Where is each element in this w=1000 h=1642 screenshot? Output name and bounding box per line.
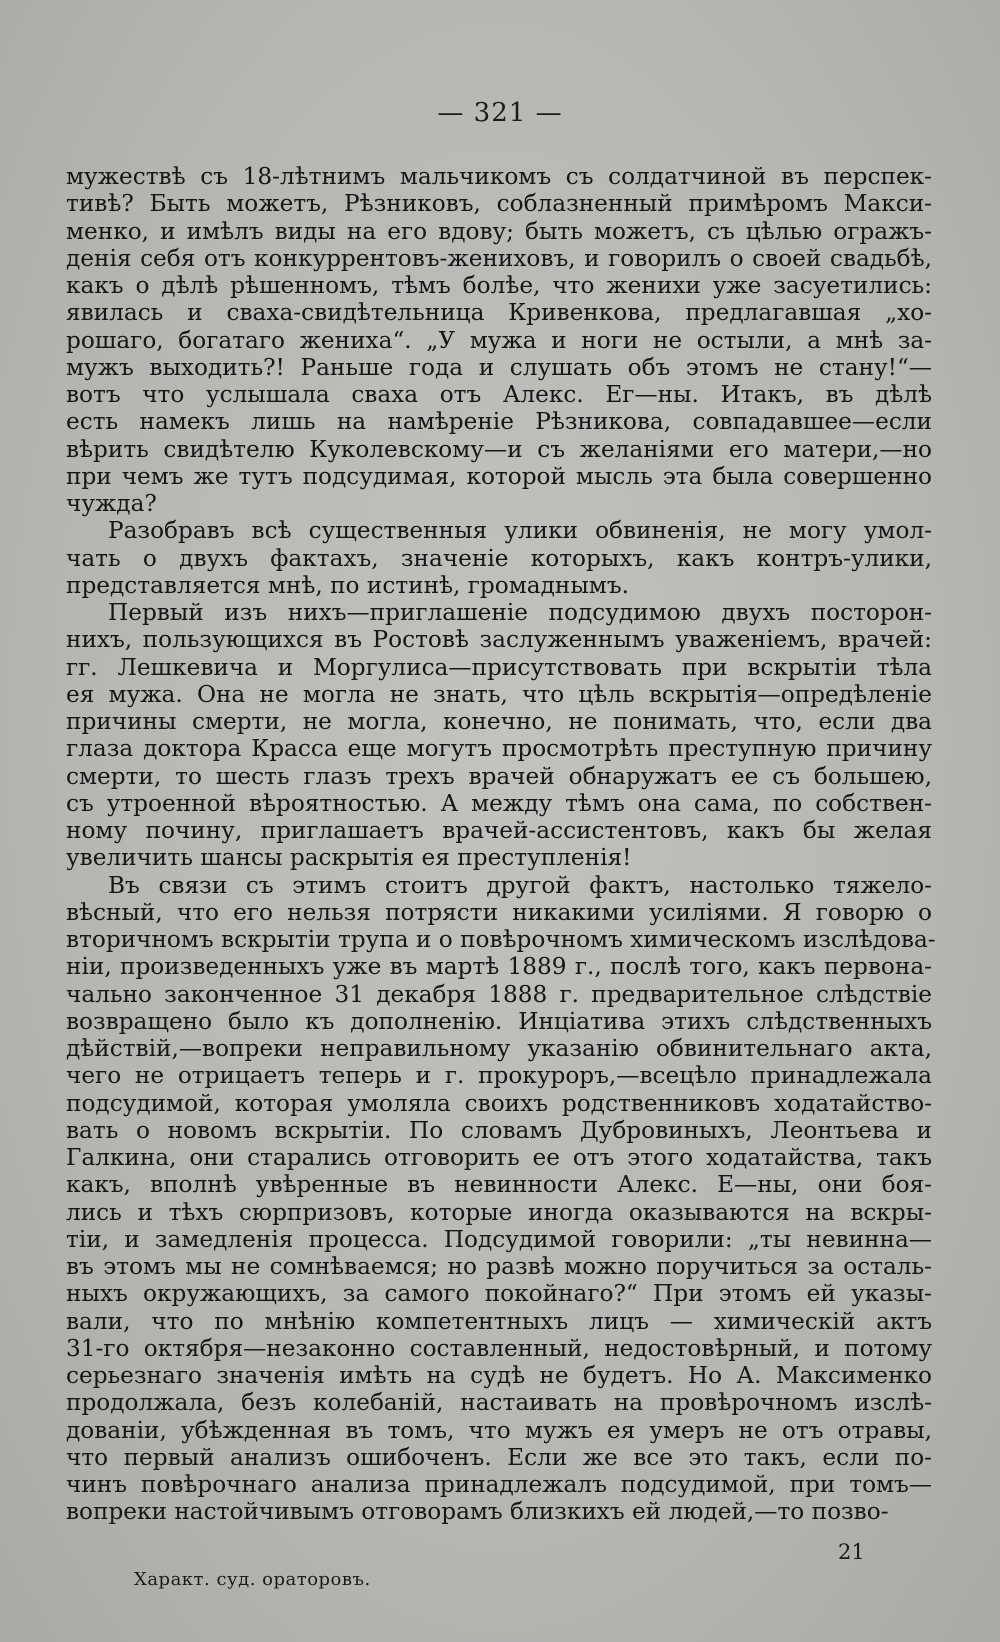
text-line: гг. Лешкевича и Моргулиса—присутствовать при вскрытіи тѣла (66, 653, 932, 681)
text-line: Первый изъ нихъ—приглашеніе подсудимою двухъ посторон- (108, 599, 932, 626)
text-line: менко, и имѣлъ виды на его вдову; быть можетъ, съ цѣлью огражъ- (66, 217, 932, 245)
text-line: увеличить шансы раскрытія ея преступленія! (66, 844, 632, 872)
text-line: вѣсный, что его нельзя потрясти никакими усиліями. Я говорю о (66, 898, 932, 926)
text-line: какъ о дѣлѣ рѣшенномъ, тѣмъ болѣе, что женихи уже засуетились: (66, 272, 932, 299)
text-line: вать о новомъ вскрытіи. По словамъ Дубровиныхъ, Леонтьева и (66, 1116, 932, 1144)
text-line: чально законченное 31 декабря 1888 г. предварительное слѣдствіе (66, 980, 932, 1008)
text-line: нихъ, пользующихся въ Ростовѣ заслуженнымъ уваженіемъ, врачей: (66, 626, 932, 654)
text-line: представляется мнѣ, по истинѣ, громаднымъ. (66, 571, 629, 599)
paragraph (66, 871, 936, 1526)
text-line: ніи, произведенныхъ уже въ мартѣ 1889 г., послѣ того, какъ первона- (66, 953, 932, 981)
text-line: чать о двухъ фактахъ, значеніе которыхъ, какъ контръ-улики, (66, 544, 932, 572)
text-line: Галкина, они старались отговорить ее отъ этого ходатайства, такъ (66, 1144, 932, 1171)
text-line: серьезнаго значенія имѣть на судѣ не будетъ. Но А. Максименко (66, 1362, 932, 1389)
text-line: чинъ повѣрочнаго анализа принадлежалъ подсудимой, при томъ— (66, 1471, 932, 1498)
page-number: — 321 — (437, 98, 563, 128)
text-line: что первый анализъ ошибоченъ. Если же все это такъ, если по- (66, 1443, 932, 1471)
footer-signature: Характ. суд. ораторовъ. (134, 1569, 371, 1590)
text-line: есть намекъ лишь на намѣреніе Рѣзникова, совпадавшее—если (66, 408, 932, 436)
text-line: мужествѣ съ 18-лѣтнимъ мальчикомъ съ солдатчиной въ перспек- (66, 163, 932, 190)
sheet-number: 21 (838, 1540, 865, 1564)
text-line: вотъ что услышала сваха отъ Алекс. Ег—ны. Итакъ, въ дѣлѣ (66, 381, 932, 408)
text-line: вѣрить свидѣтелю Куколевскому—и съ желаніями его матери,—но (66, 435, 932, 463)
text-line: вали, что по мнѣнію компетентныхъ лицъ — химическій актъ (66, 1307, 932, 1335)
text-line: явилась и сваха-свидѣтельница Кривенкова, предлагавшая „хо- (66, 299, 932, 327)
text-line: смерти, то шесть глазъ трехъ врачей обнаружатъ ее съ большею, (66, 762, 932, 790)
text-line: ныхъ окружающихъ, за самого покойнаго?“ При этомъ ей указы- (66, 1280, 932, 1308)
text-line: дованіи, убѣжденная въ томъ, что мужъ ея умеръ не отъ отравы, (66, 1416, 932, 1444)
body-text (66, 163, 936, 1526)
text-line: рошаго, богатаго жениха“. „У мужа и ноги не остыли, а мнѣ за- (66, 326, 932, 354)
text-line: денія себя отъ конкуррентовъ-жениховъ, и говорилъ о своей свадьбѣ, (66, 244, 932, 272)
text-line: продолжала, безъ колебаній, настаивать на провѣрочномъ изслѣ- (66, 1389, 932, 1417)
paragraph (66, 599, 932, 872)
text-line: причины смерти, не могла, конечно, не понимать, что, если два (66, 708, 932, 735)
text-line: въ этомъ мы не сомнѣваемся; но развѣ можно поручиться за осталь- (66, 1253, 932, 1280)
text-line: мужъ выходить?! Раньше года и слушать объ этомъ не стану!“— (66, 353, 932, 381)
text-line: Въ связи съ этимъ стоитъ другой фактъ, настолько тяжело- (108, 871, 932, 899)
text-line: какъ, вполнѣ увѣренные въ невинности Алекс. Е—ны, они боя- (66, 1171, 932, 1199)
text-line: 31-го октября—незаконно составленный, недостовѣрный, и потому (66, 1334, 932, 1362)
paragraph (66, 163, 932, 517)
text-line: дѣйствій,—вопреки неправильному указанію обвинительнаго акта, (66, 1035, 932, 1062)
text-line: возвращено было къ дополненію. Инціатива этихъ слѣдственныхъ (66, 1007, 932, 1035)
text-line: ному почину, приглашаетъ врачей-ассистентовъ, какъ бы желая (66, 817, 932, 844)
text-line: Разобравъ всѣ существенныя улики обвиненія, не могу умол- (108, 517, 932, 545)
text-line: подсудимой, которая умоляла своихъ родственниковъ ходатайство- (66, 1089, 932, 1117)
text-line: при чемъ же тутъ подсудимая, которой мысль эта была совершенно (66, 462, 932, 490)
text-line: ея мужа. Она не могла не знать, что цѣль вскрытія—опредѣленіе (66, 680, 932, 708)
paragraph (66, 517, 932, 599)
text-line: лись и тѣхъ сюрпризовъ, которые иногда оказываются на вскры- (66, 1198, 932, 1226)
text-line: вопреки настойчивымъ отговорамъ близкихъ ей людей,—то позво- (66, 1498, 889, 1526)
text-line: тіи, и замедленія процесса. Подсудимой говорили: „ты невинна— (66, 1225, 932, 1253)
text-line: чужда? (66, 490, 157, 517)
text-line: тивѣ? Быть можетъ, Рѣзниковъ, соблазненный примѣромъ Макси- (66, 190, 932, 218)
text-line: вторичномъ вскрытіи трупа и о повѣрочномъ химическомъ изслѣдова- (66, 926, 936, 953)
text-line: чего не отрицаетъ теперь и г. прокуроръ,—всецѣло принадлежала (66, 1062, 932, 1090)
text-line: глаза доктора Красса еще могутъ просмотрѣть преступную причину (66, 735, 932, 763)
text-line: съ утроенной вѣроятностью. А между тѣмъ она сама, по собствен- (66, 789, 932, 817)
